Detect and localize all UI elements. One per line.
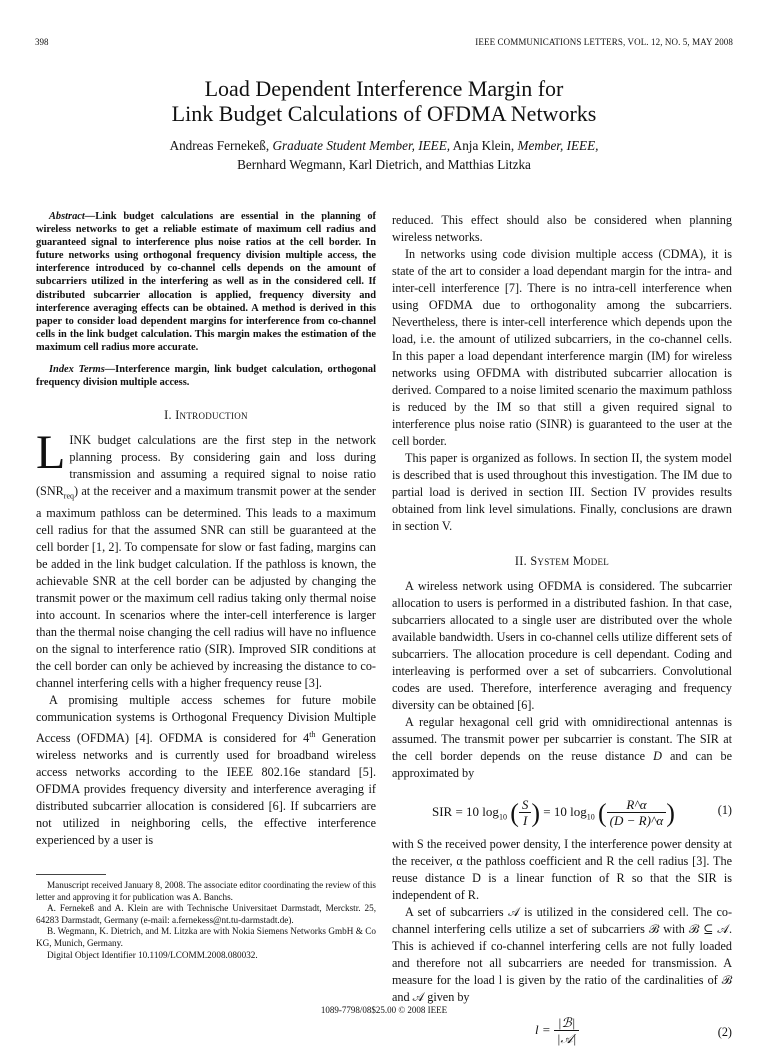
copyright-footer: 1089-7798/08$25.00 © 2008 IEEE bbox=[320, 1005, 448, 1015]
intro-p1-text-b: ) at the receiver and a maximum transmit power at the sender a maximum pathloss can be determined. This leads to a maximum cell radius for that the assumed SNR can still be guaranteed at the cell border [1, 2]. To compensate for slow or fast fading, margins can be added in the link budget calculation. If the pathloss is known, the achievable SNR at the cell border can be adjusted by changing the transmit power or the maximum cell radius taking only thermal noise into account. In scenarios where the inter-cell interference is larger than the thermal noise changing the cell radius will have no influence on the signal to interference ratio (SIR). Improved SIR conditions at the cell border can only be achieved by increasing the distance to co-channel interfering cells with a higher frequency reuse [3]. bbox=[36, 484, 376, 690]
equation-2-expression bbox=[535, 1016, 579, 1046]
intro-p2-superscript: th bbox=[309, 729, 316, 739]
index-terms-label: Index Terms— bbox=[49, 364, 116, 376]
eq2-denominator: |𝒜| bbox=[556, 1031, 577, 1046]
section-1-heading bbox=[36, 407, 376, 424]
model-p2-variable: D bbox=[653, 749, 662, 763]
eq1-f2-numerator: R^α bbox=[607, 798, 667, 813]
footnote-affiliation-2: B. Wegmann, K. Dietrich, and M. Litzka are with Nokia Siemens Networks GmbH & Co KG, Munich, Germany. bbox=[36, 926, 376, 948]
eq2-fraction bbox=[554, 1016, 579, 1046]
eq1-f1-denominator: I bbox=[522, 813, 528, 828]
intro-paragraph-1 bbox=[36, 426, 376, 691]
equation-1-number: (1) bbox=[717, 803, 732, 817]
eq2-numerator: |ℬ| bbox=[554, 1016, 579, 1031]
footnote-doi: Digital Object Identifier 10.1109/LCOMM.2008.080032. bbox=[47, 949, 258, 960]
right-paragraph-2: In networks using code division multiple access (CDMA), it is state of the art to consider a load dependant margin for the intra- and inter-cell interference [7]. There is no intra-cell interference when using OFDMA due to orthogonality among the subcarriers. Nevertheless, there is inter-cell interference which depends upon the load, i.e. the amount of utilized subcarriers, in the co-channel cells. In this paper a load dependant interference margin (IM) for wireless networks using OFDMA with distributed subcarrier allocation is derived. Compared to a noise limited scenario the maximum pathloss is reduced by the IM so that still a given required signal to interference plus noise ratio (SINR) is guaranteed to the user at the cell border. bbox=[392, 247, 732, 448]
equation-2 bbox=[392, 1012, 732, 1050]
intro-p1-text-a: INK budget calculations are the first step in the network planning process. By considering gain and loss during transmission and assuming a required signal to noise ratio (SNR bbox=[36, 433, 376, 499]
abstract-label: Abstract— bbox=[49, 211, 96, 222]
model-paragraph-3: with S the received power density, I the interference power density at the receiver, α the pathloss coefficient and R the cell radius [3]. The reuse distance D is a linear function of R so that the SIR is independent of R. bbox=[392, 837, 732, 902]
intro-p2-text-b: Generation wireless networks and is currently used for broadband wireless access networks according to the IEEE 802.16e standard [5]. OFDMA provides frequency diversity and interference averaging if distributed subcarrier allocation is considered [6]. If subcarriers are not utilized in neighboring cells, the effective interference experienced by a user is bbox=[36, 730, 376, 847]
right-column bbox=[392, 212, 732, 1056]
model-paragraph-4: A set of subcarriers 𝒜 is utilized in the considered cell. The co-channel interfering cells utilize a set of subcarriers ℬ with ℬ ⊆ 𝒜. This is achieved if co-channel interfering cells are not fully loaded and therefore not all subcarriers are needed for transmission. A measure for the load l is given by the ratio of the cardinalities of ℬ and 𝒜 given by bbox=[392, 905, 732, 1004]
footnotes bbox=[36, 880, 376, 961]
drop-cap: L bbox=[36, 426, 66, 480]
equation-1 bbox=[392, 788, 732, 830]
model-paragraph-1: A wireless network using OFDMA is considered. The subcarrier allocation to users is performed in a distributed fashion. In that case, subcarriers allocated to a single user are distributed over the whole available bandwidth. Users in co-channel cells utilize different sets of subcarriers. The allocation procedure is cell dependant. Coding and interleaving is performed over a set of subcarriers. Convolutional codes are used. Therefore, interference averaging and frequency diversity can be obtained [6]. bbox=[392, 579, 732, 712]
author-1-name: Andreas Fernekeß, bbox=[169, 138, 270, 153]
abstract bbox=[36, 210, 376, 354]
eq1-lhs: SIR = 10 log bbox=[432, 803, 499, 819]
model-p2-text-a: A regular hexagonal cell grid with omnidirectional antennas is assumed. The transmit power per subcarrier is constant. The SIR at the cell border depends on the reuse distance bbox=[392, 715, 732, 763]
eq1-f1-numerator: S bbox=[519, 798, 532, 813]
section-2-numeral: II. bbox=[514, 554, 527, 568]
intro-paragraph-2 bbox=[36, 692, 376, 849]
equation-1-expression: SIR = 10 $\log_{10}$ ( $\frac{S}{I}$ ) = 10 $\log_{10}$ ( $\frac{R\^{}\alpha}{(D - R)\^{}\alpha}$ ) bbox=[432, 797, 675, 828]
right-paragraph-1: reduced. This effect should also be considered when planning wireless networks. bbox=[392, 213, 732, 244]
index-terms-text: Interference margin, link budget calculation, orthogonal frequency division multiple access. bbox=[36, 364, 376, 389]
author-2-name: Anja Klein, bbox=[452, 138, 515, 153]
footnote-rule bbox=[36, 874, 106, 875]
title-line-1: Load Dependent Interference Margin for bbox=[204, 76, 564, 101]
eq1-log-base-2: 10 bbox=[586, 812, 595, 822]
paper-title bbox=[0, 76, 768, 126]
eq1-fraction-1 bbox=[519, 798, 532, 828]
author-list bbox=[0, 136, 768, 174]
eq1-f2-denominator: (D − R)^α bbox=[609, 813, 664, 828]
footnote-manuscript: Manuscript received January 8, 2008. The associate editor coordinating the review of this letter and approving it for publication was A. Banchs. bbox=[36, 880, 376, 902]
running-header: IEEE COMMUNICATIONS LETTERS, VOL. 12, NO. 5, MAY 2008 bbox=[475, 37, 733, 47]
author-line-1 bbox=[0, 136, 768, 155]
eq1-fraction-2 bbox=[607, 798, 667, 828]
model-paragraph-2 bbox=[392, 714, 732, 782]
eq1-log-base-1: 10 bbox=[498, 812, 507, 822]
title-line-2: Link Budget Calculations of OFDMA Networks bbox=[171, 101, 597, 126]
page-number: 398 bbox=[35, 37, 49, 47]
section-2-heading bbox=[392, 553, 732, 570]
eq2-lhs: l = bbox=[535, 1021, 551, 1037]
section-1-numeral: I. bbox=[164, 408, 172, 423]
index-terms bbox=[36, 363, 376, 389]
section-1-title: Introduction bbox=[175, 408, 248, 423]
abstract-text: Link budget calculations are essential in the planning of wireless networks to get a reliable estimate of maximum cell radius and guaranteed signal to interference plus noise ratios at the cell border. In future networks using orthogonal frequency division multiple access, the interference introduced by co-channel cells depends on the amount of subcarriers utilized in the interfering as well as in the considered cell. If distributed subcarrier allocation is applied, frequency diversity and interference averaging effects can be obtained. A method is derived in this paper to consider load dependent margins for interference from co-channel cells in the link budget calculation. This margin makes the estimation of the maximum cell radius more accurate. bbox=[36, 211, 376, 353]
eq1-mid: = 10 log bbox=[543, 803, 587, 819]
equation-2-number: (2) bbox=[717, 1025, 732, 1039]
model-p2-text-b: and can be approximated by bbox=[392, 749, 732, 780]
left-column bbox=[36, 210, 376, 849]
author-2-role: Member, IEEE, bbox=[517, 138, 599, 153]
right-paragraph-3: This paper is organized as follows. In section II, the system model is described that is used throughout this investigation. The IM due to partial load is derived in section III. Section IV provides results obtained from link level simulations. Finally, conclusions are drawn in section V. bbox=[392, 451, 732, 533]
author-1-role: Graduate Student Member, IEEE, bbox=[272, 138, 451, 153]
intro-p2-text-a: A promising multiple access schemes for future mobile communication systems is Orthogonal Frequency Division Multiple Access (OFDMA) [4]. OFDMA is considered for 4 bbox=[36, 692, 376, 745]
section-2-title: System Model bbox=[530, 554, 610, 568]
author-line-2: Bernhard Wegmann, Karl Dietrich, and Matthias Litzka bbox=[237, 157, 531, 172]
intro-p1-subscript: req bbox=[63, 491, 74, 501]
footnote-affiliation-1: A. Fernekeß and A. Klein are with Technische Universitaet Darmstadt, Merckstr. 25, 64283 Darmstadt, Germany (e-mail: a.fernekess@nt.tu-darmstadt.de). bbox=[36, 903, 376, 925]
